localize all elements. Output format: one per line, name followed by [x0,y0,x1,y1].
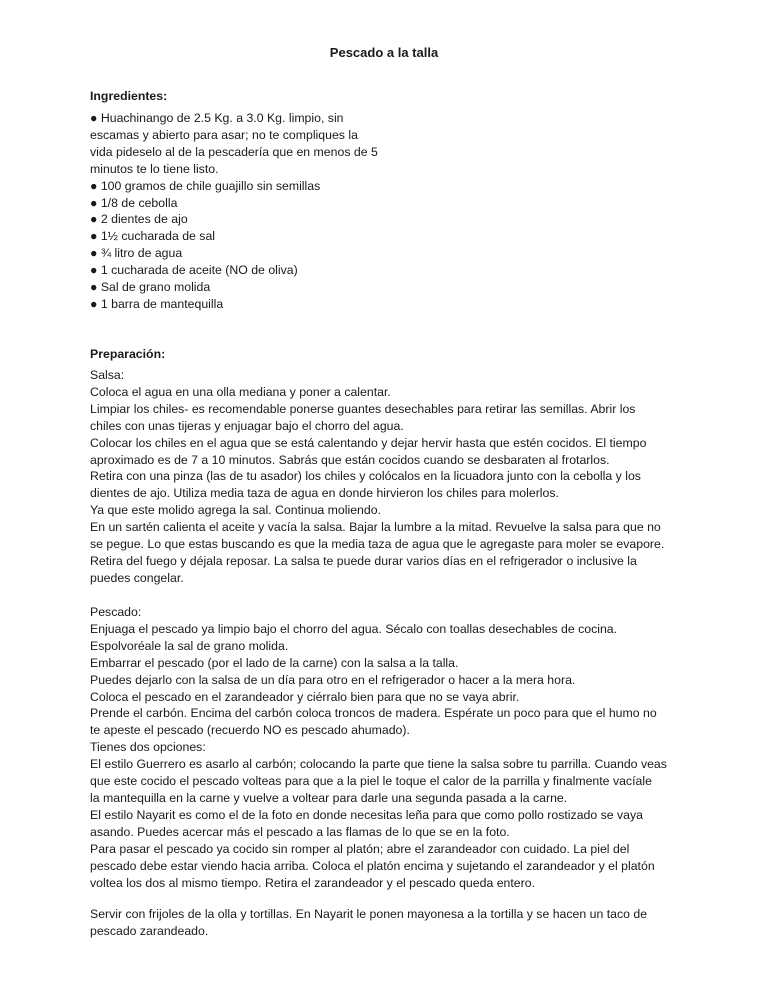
ingredient-line: ● 1 cucharada de aceite (NO de oliva) [90,263,298,278]
pescado-line: voltea los dos al mismo tiempo. Retira el zarandeador y el pescado queda entero. [90,875,535,890]
pescado-line: El estilo Guerrero es asarlo al carbón; colocando la parte que tiene la salsa sobre tu parrilla. Cuando veas [90,757,667,772]
pescado-line: asando. Puedes acercar más el pescado a las flamas de lo que se en la foto. [90,824,510,839]
salsa-line: En un sartén calienta el aceite y vacía la salsa. Bajar la lumbre a la mitad. Revuelve la salsa para que no [90,520,661,535]
ingredient-line: ● Huachinango de 2.5 Kg. a 3.0 Kg. limpio, sin [90,111,344,125]
ingredient-line: ● 100 gramos de chile guajillo sin semillas [90,178,321,193]
pescado-line: Embarrar el pescado (por el lado de la carne) con la salsa a la talla. [90,655,459,670]
salsa-line: chiles con unas tijeras y enjuagar bajo el chorro del agua. [90,418,404,433]
pescado-line: pescado debe estar viendo hacia arriba. Coloca el platón encima y sujetando el zarandeador y el platón [90,858,655,873]
pescado-line: Para pasar el pescado ya cocido sin romper al platón; abre el zarandeador con cuidado. La piel del [90,841,630,856]
ingredient-line: ● 2 dientes de ajo [90,212,188,227]
pescado-section [90,604,690,891]
salsa-line: se pegue. Lo que estas buscando es que la media taza de agua que le agregaste para moler se evapore. [90,537,665,552]
serving-line: pescado zarandeado. [90,923,209,938]
ingredient-line: ● 1/8 de cebolla [90,195,178,210]
salsa-line: Limpiar los chiles- es recomendable ponerse guantes desechables para retirar las semillas. Abrir los [90,401,636,416]
salsa-line: Ya que este molido agrega la sal. Continua moliendo. [90,503,381,518]
pescado-line: la mantequilla en la carne y vuelve a voltear para darle una segunda pasada a la carne. [90,790,568,805]
ingredients-heading: Ingredientes: [90,89,168,103]
salsa-section [90,367,690,587]
salsa-line: Retira del fuego y déjala reposar. La salsa te puede durar varios días en el refrigerador o inclusive la [90,553,637,568]
pescado-line: que este cocido el pescado volteas para que a la piel le toque el calor de la parrilla y finalmente vacíale [90,774,652,789]
ingredient-line: ● 1½ cucharada de sal [90,229,216,244]
serving-section [90,906,690,940]
pescado-line: Coloca el pescado en el zarandeador y ciérralo bien para que no se vaya abrir. [90,689,520,704]
ingredient-line: minutos te lo tiene listo. [90,161,219,176]
salsa-line: aproximado es de 7 a 10 minutos. Sabrás que están cocidos cuando se desbaraten al frotarlos. [90,452,610,467]
salsa-line: Colocar los chiles en el agua que se está calentando y dejar hervir hasta que estén cocidos. El tiempo [90,435,647,450]
salsa-line: Retira con una pinza (las de tu asador) los chiles y colócalos en la licuadora junto con la cebolla y los [90,469,641,484]
serving-line: Servir con frijoles de la olla y tortillas. En Nayarit le ponen mayonesa a la tortilla y se hacen un taco de [90,907,648,921]
pescado-line: Espolvoréale la sal de grano molida. [90,638,289,653]
ingredients-list [90,110,690,313]
ingredient-line: ● ¾ litro de agua [90,246,183,261]
pescado-line: Enjuaga el pescado ya limpio bajo el chorro del agua. Sécalo con toallas desechables de cocina. [90,621,618,636]
ingredient-line: vida pideselo al de la pescadería que en menos de 5 [90,144,378,159]
pescado-line: Tienes dos opciones: [90,740,206,755]
pescado-line: El estilo Nayarit es como el de la foto en donde necesitas leña para que como pollo rostizado se vaya [90,807,643,822]
document-title: Pescado a la talla [329,45,439,60]
ingredient-line: ● 1 barra de mantequilla [90,296,224,311]
pescado-line: Pescado: [90,605,142,619]
ingredient-line: escamas y abierto para asar; no te compliques la [90,127,358,142]
pescado-line: te apeste el pescado (recuerdo NO es pescado ahumado). [90,723,410,738]
salsa-line: puedes congelar. [90,570,184,585]
salsa-line: dientes de ajo. Utiliza media taza de agua en donde hirvieron los chiles para molerlos. [90,486,559,501]
preparation-heading: Preparación: [90,347,166,361]
salsa-line: Salsa: [90,368,125,382]
pescado-line: Puedes dejarlo con la salsa de un día para otro en el refrigerador o hacer a la mera hora. [90,672,576,687]
pescado-line: Prende el carbón. Encima del carbón coloca troncos de madera. Espérate un poco para que el humo no [90,706,657,721]
salsa-line: Coloca el agua en una olla mediana y poner a calentar. [90,384,391,399]
ingredient-line: ● Sal de grano molida [90,280,211,295]
